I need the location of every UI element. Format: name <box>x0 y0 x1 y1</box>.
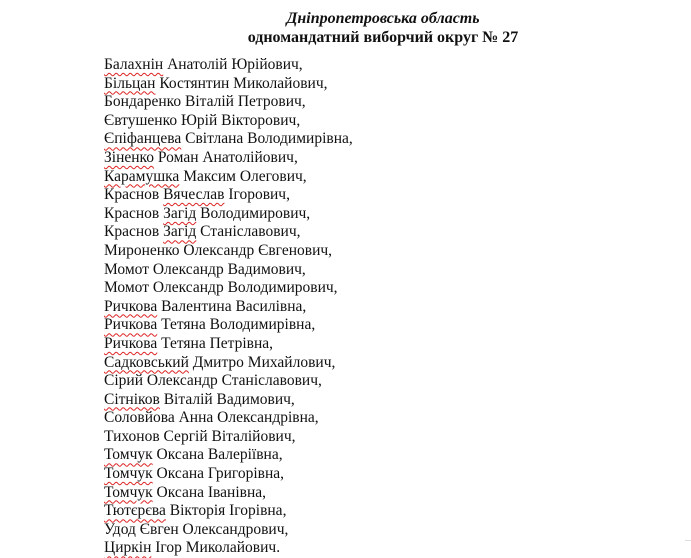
candidate-surname: Зіненко <box>104 148 155 166</box>
candidate-item <box>104 409 353 428</box>
candidate-surname: Ричкова <box>104 334 158 352</box>
candidate-item <box>104 465 353 484</box>
candidate-given-names: Олександр Станіславович, <box>143 372 322 390</box>
page-edge-line <box>685 540 691 541</box>
candidate-given-names: Ігорович, <box>224 186 290 204</box>
candidate-surname: Садковський <box>104 353 189 371</box>
candidate-item <box>104 428 353 447</box>
candidate-item <box>104 539 353 558</box>
candidate-given-names: Віталій Вадимович, <box>159 390 295 408</box>
region-title: Дніпропетровська область <box>286 10 480 27</box>
candidate-given-names: Анна Олександрівна, <box>174 409 319 427</box>
candidate-given-names: Володимирович, <box>196 204 311 222</box>
candidate-item <box>104 168 353 187</box>
candidate-given-names: Віталій Петрович, <box>181 93 306 111</box>
candidate-surname: Соловйова <box>104 409 175 427</box>
candidate-surname: Мироненко <box>104 241 180 259</box>
candidate-surname: Момот <box>104 260 149 278</box>
candidate-given-names: Анатолій Юрійович, <box>163 56 303 73</box>
candidate-item <box>104 261 353 280</box>
candidate-item <box>104 354 353 373</box>
candidate-surname: Томчук <box>104 483 153 501</box>
candidate-surname: Томчук <box>104 446 153 464</box>
candidate-first-name: Загід <box>163 204 197 222</box>
candidate-surname: Тютєрєва <box>104 502 166 520</box>
candidate-given-names: Костянтин Миколайович, <box>155 74 328 92</box>
candidate-item <box>104 335 353 354</box>
candidate-surname: Ричкова <box>104 316 158 334</box>
candidate-given-names: Оксана Іванівна, <box>152 483 266 501</box>
candidate-surname: Більцан <box>104 74 156 92</box>
candidate-surname: Єпіфанцева <box>104 130 182 148</box>
candidate-given-names: Вікторія Ігорівна, <box>165 502 287 520</box>
candidate-item <box>104 75 353 94</box>
candidate-surname: Сітніков <box>104 390 160 408</box>
candidate-given-names: Станіславович, <box>196 223 301 241</box>
candidate-item <box>104 298 353 317</box>
candidate-item <box>104 484 353 503</box>
candidate-item <box>104 93 353 112</box>
candidate-given-names: Максим Олегович, <box>179 167 307 185</box>
candidate-given-names: Тетяна Володимирівна, <box>157 316 316 334</box>
candidate-given-names: Олександр Вадимович, <box>148 260 306 278</box>
candidate-given-names: Ігор Миколайович. <box>151 539 281 557</box>
candidate-given-names: Тетяна Петрівна, <box>157 334 274 352</box>
candidate-item <box>104 149 353 168</box>
candidate-item <box>104 223 353 242</box>
candidate-item <box>104 521 353 540</box>
candidate-surname: Тихонов <box>104 427 160 445</box>
candidate-surname: Краснов <box>104 204 160 222</box>
candidate-item <box>104 186 353 205</box>
candidate-surname: Євтушенко <box>104 111 178 129</box>
candidate-surname: Краснов <box>104 186 160 204</box>
candidate-item <box>104 372 353 391</box>
candidate-item <box>104 316 353 335</box>
candidate-surname: Карамушка <box>104 167 180 185</box>
candidate-given-names: Олександр Євгенович, <box>179 241 333 259</box>
candidate-item <box>104 205 353 224</box>
candidate-given-names: Оксана Валеріївна, <box>152 446 283 464</box>
candidate-list <box>104 56 353 558</box>
candidate-item <box>104 242 353 261</box>
candidate-surname: Удод <box>104 520 136 538</box>
candidate-first-name: Вячеслав <box>163 186 225 204</box>
candidate-item <box>104 112 353 131</box>
document-heading <box>0 9 691 47</box>
candidate-surname: Момот <box>104 279 149 297</box>
candidate-given-names: Сергій Віталійович, <box>159 427 296 445</box>
candidate-given-names: Світлана Володимирівна, <box>181 130 353 148</box>
candidate-first-name: Загід <box>163 223 197 241</box>
candidate-given-names: Євген Олександрович, <box>135 520 289 538</box>
candidate-given-names: Роман Анатолійович, <box>154 148 298 166</box>
candidate-surname: Сірий <box>104 372 143 390</box>
candidate-surname: Томчук <box>104 465 153 483</box>
candidate-surname: Циркін <box>104 539 152 557</box>
candidate-given-names: Олександр Володимирович, <box>148 279 338 297</box>
candidate-item <box>104 56 353 75</box>
candidate-item <box>104 502 353 521</box>
candidate-surname: Бондаренко <box>104 93 182 111</box>
candidate-item <box>104 279 353 298</box>
candidate-surname: Балахнін <box>104 56 164 73</box>
candidate-item <box>104 391 353 410</box>
candidate-item <box>104 446 353 465</box>
district-title: одномандатний виборчий округ № 27 <box>247 29 519 46</box>
candidate-item <box>104 130 353 149</box>
candidate-given-names: Юрій Вікторович, <box>177 111 301 129</box>
candidate-surname: Ричкова <box>104 297 158 315</box>
candidate-given-names: Дмитро Михайлович, <box>188 353 336 371</box>
candidate-surname: Краснов <box>104 223 160 241</box>
candidate-given-names: Оксана Григорівна, <box>152 465 285 483</box>
candidate-given-names: Валентина Василівна, <box>157 297 307 315</box>
